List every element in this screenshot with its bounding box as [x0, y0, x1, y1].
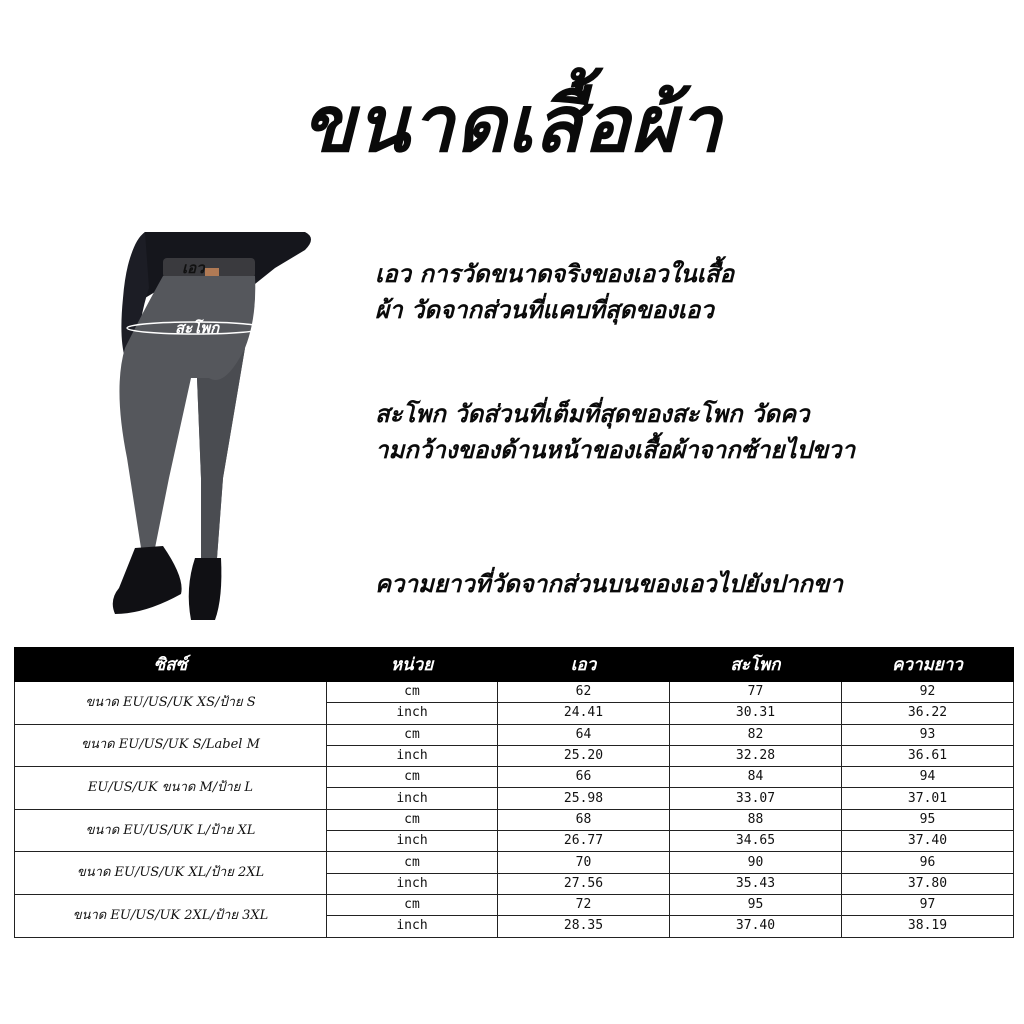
value-cell: 27.56	[498, 873, 670, 894]
value-cell: 64	[498, 724, 670, 745]
value-cell: 32.28	[670, 745, 842, 766]
unit-cell: cm	[327, 894, 498, 915]
table-row	[15, 682, 1014, 703]
unit-cell: inch	[327, 788, 498, 809]
size-label-cell: EU/US/UK ขนาด M/ป้าย L	[15, 767, 327, 810]
value-cell: 25.98	[498, 788, 670, 809]
value-cell: 93	[842, 724, 1014, 745]
value-cell: 37.40	[842, 831, 1014, 852]
header-length: ความยาว	[842, 648, 1014, 682]
header-hip: สะโพก	[670, 648, 842, 682]
model-figure	[105, 228, 315, 628]
size-chart-table	[14, 647, 1013, 938]
header-size: ซิสซ์	[15, 648, 327, 682]
waist-description: เอว การวัดขนาดจริงของเอวในเสื้อ ผ้า วัดจากส่วนที่แคบที่สุดของเอว	[375, 260, 734, 324]
unit-cell: inch	[327, 745, 498, 766]
leggings-model-illustration	[105, 228, 315, 628]
value-cell: 92	[842, 682, 1014, 703]
value-cell: 37.80	[842, 873, 1014, 894]
waist-label: เอว	[182, 259, 205, 277]
value-cell: 96	[842, 852, 1014, 873]
size-label-cell: ขนาด EU/US/UK S/Label M	[15, 724, 327, 767]
value-cell: 24.41	[498, 703, 670, 724]
hip-description: สะโพก วัดส่วนที่เต็มที่สุดของสะโพก วัดคว ามกว้างของด้านหน้าของเสื้อผ้าจากซ้ายไปขวา	[375, 400, 856, 464]
value-cell: 88	[670, 809, 842, 830]
value-cell: 70	[498, 852, 670, 873]
value-cell: 95	[670, 894, 842, 915]
hip-label: สะโพก	[175, 319, 220, 337]
value-cell: 77	[670, 682, 842, 703]
unit-cell: inch	[327, 703, 498, 724]
value-cell: 68	[498, 809, 670, 830]
unit-cell: cm	[327, 852, 498, 873]
unit-cell: cm	[327, 682, 498, 703]
table-row	[15, 724, 1014, 745]
value-cell: 95	[842, 809, 1014, 830]
table-row	[15, 767, 1014, 788]
value-cell: 37.40	[670, 916, 842, 937]
value-cell: 97	[842, 894, 1014, 915]
value-cell: 26.77	[498, 831, 670, 852]
value-cell: 82	[670, 724, 842, 745]
page-title: ขนาดเสื้อผ้า	[301, 80, 723, 170]
unit-cell: inch	[327, 873, 498, 894]
value-cell: 28.35	[498, 916, 670, 937]
value-cell: 38.19	[842, 916, 1014, 937]
value-cell: 62	[498, 682, 670, 703]
table-row	[15, 809, 1014, 830]
length-description: ความยาวที่วัดจากส่วนบนของเอวไปยังปากขา	[375, 570, 843, 598]
value-cell: 35.43	[670, 873, 842, 894]
unit-cell: cm	[327, 767, 498, 788]
value-cell: 66	[498, 767, 670, 788]
value-cell: 34.65	[670, 831, 842, 852]
value-cell: 94	[842, 767, 1014, 788]
value-cell: 25.20	[498, 745, 670, 766]
size-label-cell: ขนาด EU/US/UK L/ป้าย XL	[15, 809, 327, 852]
unit-cell: inch	[327, 831, 498, 852]
table-header-row	[15, 648, 1014, 682]
value-cell: 36.22	[842, 703, 1014, 724]
size-label-cell: ขนาด EU/US/UK XS/ป้าย S	[15, 682, 327, 725]
value-cell: 37.01	[842, 788, 1014, 809]
value-cell: 33.07	[670, 788, 842, 809]
value-cell: 84	[670, 767, 842, 788]
header-unit: หน่วย	[327, 648, 498, 682]
value-cell: 90	[670, 852, 842, 873]
unit-cell: cm	[327, 809, 498, 830]
value-cell: 36.61	[842, 745, 1014, 766]
size-label-cell: ขนาด EU/US/UK XL/ป้าย 2XL	[15, 852, 327, 895]
table-row	[15, 852, 1014, 873]
unit-cell: inch	[327, 916, 498, 937]
table-row	[15, 894, 1014, 915]
value-cell: 72	[498, 894, 670, 915]
unit-cell: cm	[327, 724, 498, 745]
header-waist: เอว	[498, 648, 670, 682]
size-label-cell: ขนาด EU/US/UK 2XL/ป้าย 3XL	[15, 894, 327, 937]
value-cell: 30.31	[670, 703, 842, 724]
